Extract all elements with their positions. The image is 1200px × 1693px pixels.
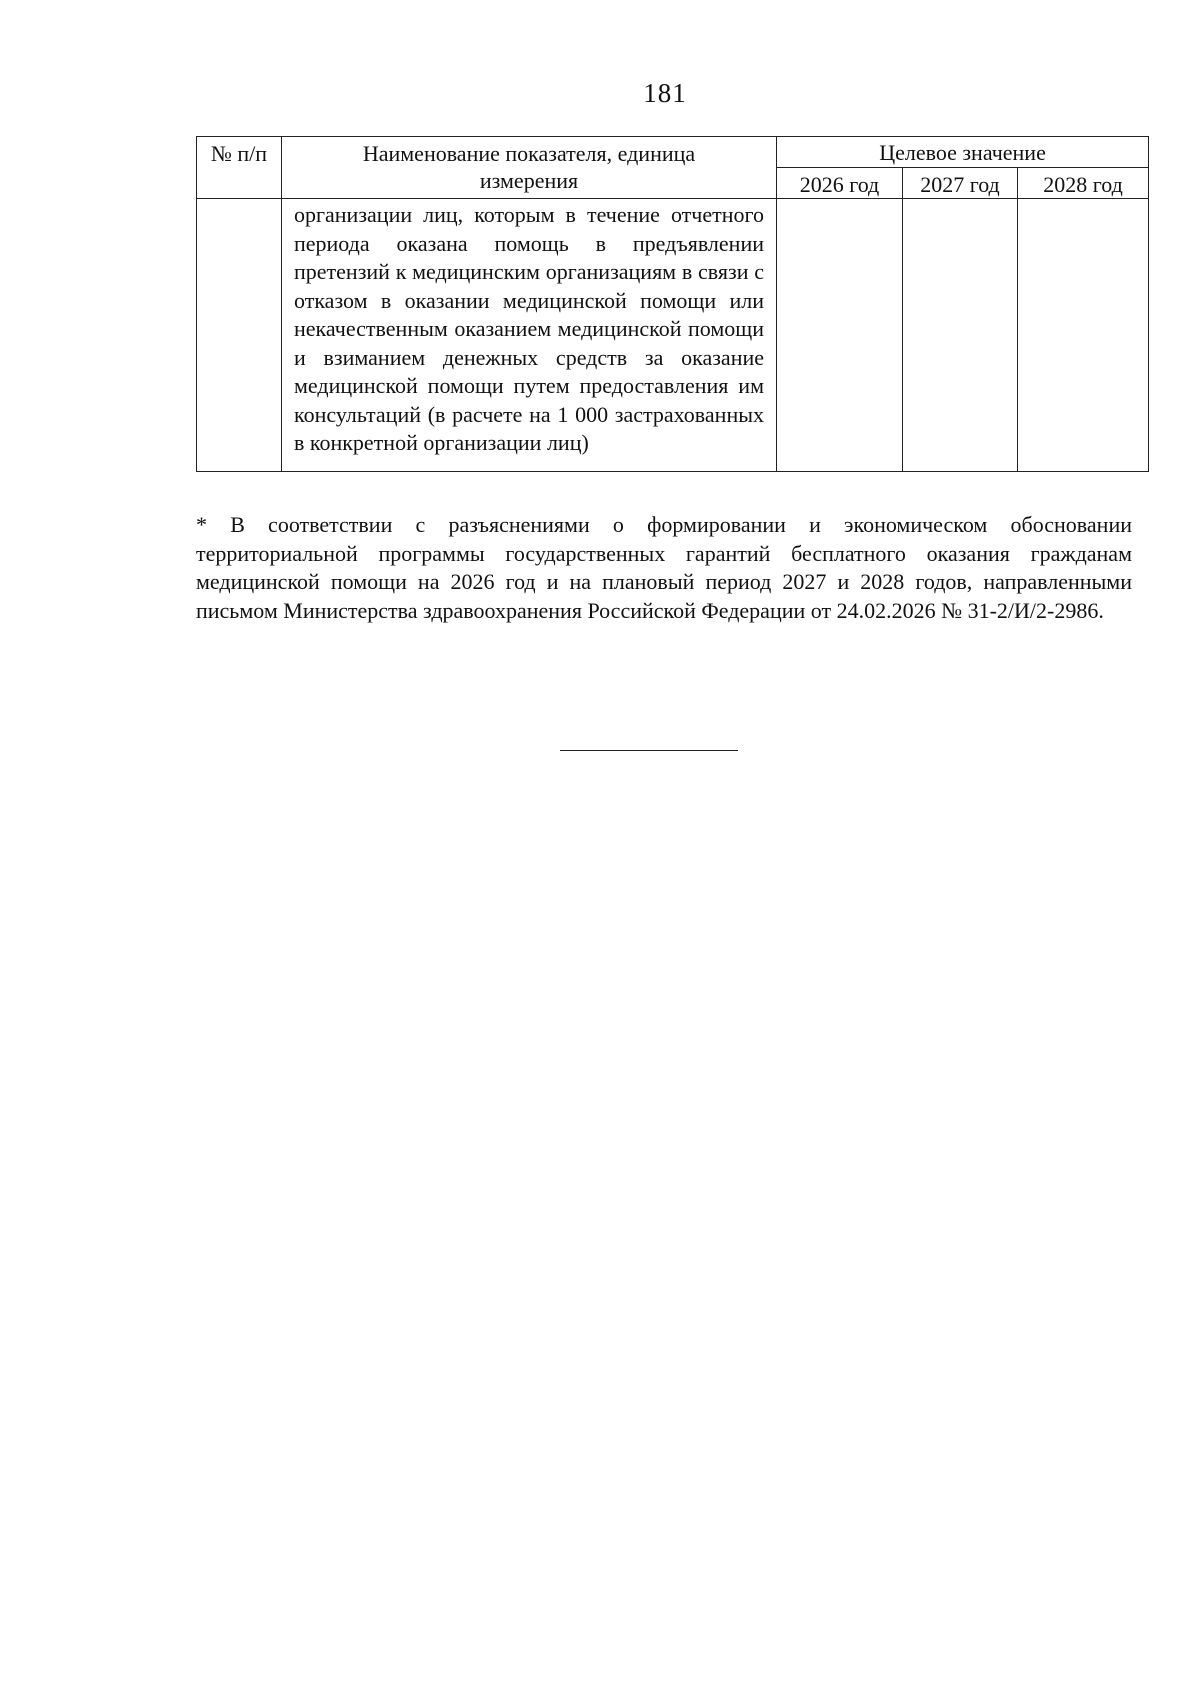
header-name: Наименование показателя, единица измерения [282,137,777,199]
header-year-2027: 2027 год [903,168,1018,199]
row-value-2026 [777,199,903,472]
row-num-cell [197,199,282,472]
page-number: 181 [643,78,687,108]
footnote: * В соответствии с разъяснениями о формировании и экономическом обосновании территориальной программы государственных гарантий бесплатного оказания гражданам медицинской помощи на 2026 год и на плановый период 2027 и 2028 годов, направленными письмом Министерства здравоохранения Российской Федерации от 24.02.2026 № 31-2/И/2-2986. [196,512,1132,623]
indicator-table [196,136,1149,472]
table-row [197,199,1149,472]
header-num: № п/п [197,137,282,199]
separator-line [560,750,738,751]
row-value-2028 [1018,199,1149,472]
header-year-2026: 2026 год [777,168,903,199]
header-target: Целевое значение [777,137,1149,168]
table-header-row [197,137,1149,168]
row-name-cell: организации лиц, которым в течение отчетного периода оказана помощь в предъявлении претензий к медицинским организациям в связи с отказом в оказании медицинской помощи или некачественным оказанием медицинской помощи и взиманием денежных средств за оказание медицинской помощи путем предоставления им консультаций (в расчете на 1 000 застрахованных в конкретной организации лиц) [282,199,777,472]
header-year-2028: 2028 год [1018,168,1149,199]
row-value-2027 [903,199,1018,472]
